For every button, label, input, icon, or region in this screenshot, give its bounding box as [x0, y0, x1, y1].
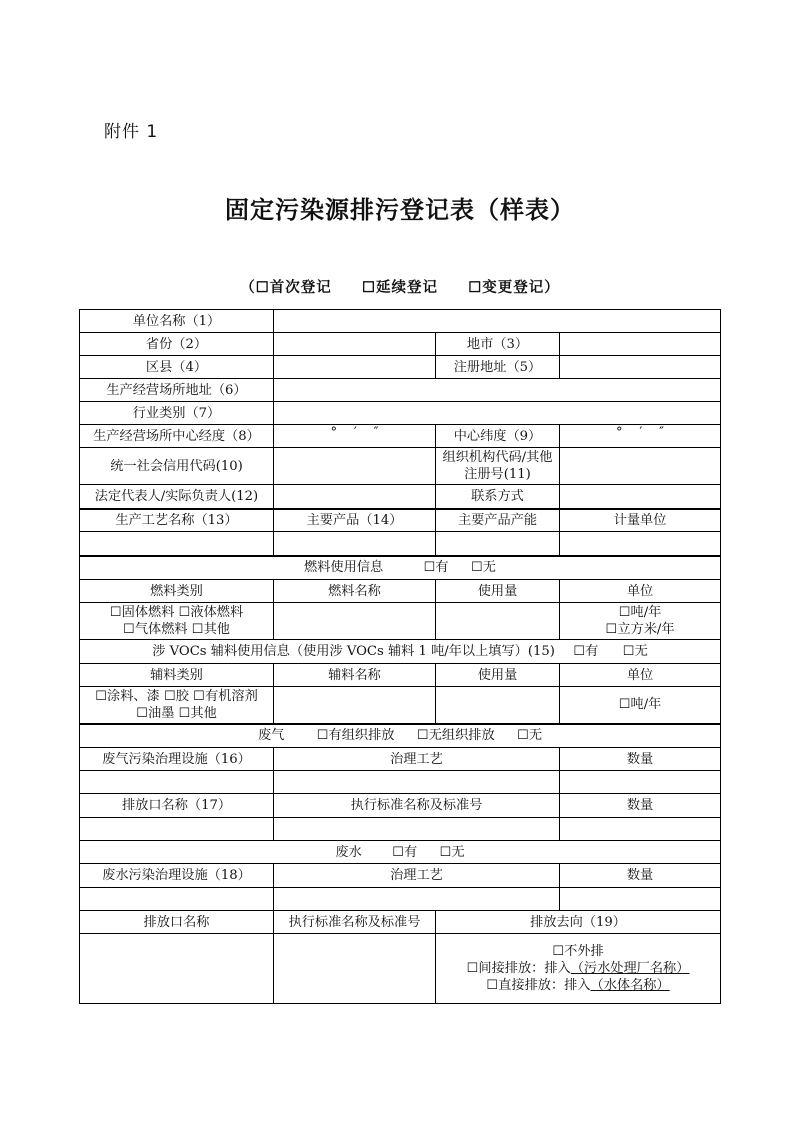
field-contact[interactable]	[560, 485, 721, 509]
header-fuel-name: 燃料名称	[274, 580, 436, 603]
label-site-address: 生产经营场所地址（6）	[80, 379, 274, 402]
wastewater-header	[80, 841, 721, 864]
label-city: 地市（3）	[436, 333, 560, 356]
label-industry: 行业类别（7）	[80, 402, 274, 425]
fuel-unit-cubic[interactable]: ☐立方米/年	[605, 622, 675, 637]
vocs-none-checkbox[interactable]: ☐无	[622, 644, 648, 659]
exhaust-title: 废气	[257, 728, 285, 744]
field-main-product[interactable]	[274, 532, 436, 556]
field-exhaust-facility[interactable]	[80, 771, 274, 794]
aux-type-options-line1[interactable]: ☐涂料、漆 ☐胶 ☐有机溶剂	[95, 688, 258, 704]
fuel-info-header	[80, 556, 721, 580]
field-exhaust-outlet[interactable]	[80, 818, 274, 841]
field-exhaust-qty2[interactable]	[560, 818, 721, 841]
aux-type-options[interactable]	[80, 687, 274, 724]
header-aux-type: 辅料类别	[80, 664, 274, 687]
fuel-unit-options[interactable]	[560, 603, 721, 640]
header-fuel-unit: 单位	[560, 580, 721, 603]
exhaust-none-checkbox[interactable]: ☐无	[517, 728, 543, 744]
field-exhaust-process[interactable]	[274, 771, 560, 794]
label-latitude: 中心纬度（9）	[436, 425, 560, 448]
field-wastewater-facility[interactable]	[80, 888, 274, 911]
field-province[interactable]	[274, 333, 436, 356]
header-exhaust-facility: 废气污染治理设施（16）	[80, 748, 274, 771]
field-exhaust-qty[interactable]	[560, 771, 721, 794]
direction-direct-target[interactable]: （水体名称）	[590, 978, 670, 993]
header-aux-name: 辅料名称	[274, 664, 436, 687]
direction-direct[interactable]	[438, 977, 718, 994]
header-fuel-type: 燃料类别	[80, 580, 274, 603]
field-wastewater-qty[interactable]	[560, 888, 721, 911]
field-unit-name[interactable]	[274, 310, 721, 333]
field-reg-address[interactable]	[560, 356, 721, 379]
header-exhaust-outlet: 排放口名称（17）	[80, 794, 274, 818]
field-industry[interactable]	[274, 402, 721, 425]
header-aux-unit: 单位	[560, 664, 721, 687]
header-wastewater-process: 治理工艺	[274, 864, 560, 888]
field-aux-usage[interactable]	[436, 687, 560, 724]
direction-no-discharge[interactable]: ☐不外排	[552, 944, 604, 959]
field-city[interactable]	[560, 333, 721, 356]
field-fuel-name[interactable]	[274, 603, 436, 640]
field-site-address[interactable]	[274, 379, 721, 402]
registration-type-options[interactable]: （☐首次登记 ☐延续登记 ☐变更登记）	[240, 279, 560, 296]
field-exhaust-standard[interactable]	[274, 818, 560, 841]
field-org-code[interactable]	[560, 448, 721, 485]
exhaust-header	[80, 724, 721, 748]
header-fuel-usage: 使用量	[436, 580, 560, 603]
label-org-code: 组织机构代码/其他注册号(11)	[436, 448, 560, 485]
label-county: 区县（4）	[80, 356, 274, 379]
header-wastewater-outlet: 排放口名称	[80, 911, 274, 934]
wastewater-direction-options[interactable]	[436, 934, 721, 1004]
field-fuel-usage[interactable]	[436, 603, 560, 640]
label-reg-address: 注册地址（5）	[436, 356, 560, 379]
label-longitude: 生产经营场所中心经度（8）	[80, 425, 274, 448]
attachment-label: 附件 1	[104, 122, 159, 142]
field-latitude[interactable]: ° ′ ″	[560, 425, 721, 448]
label-legal-rep: 法定代表人/实际负责人(12)	[80, 485, 274, 509]
field-wastewater-outlet[interactable]	[80, 934, 274, 1004]
header-exhaust-process: 治理工艺	[274, 748, 560, 771]
aux-unit-ton[interactable]: ☐吨/年	[560, 687, 721, 724]
field-legal-rep[interactable]	[274, 485, 436, 509]
registration-form-table	[79, 309, 721, 1004]
header-main-product: 主要产品（14）	[274, 509, 436, 532]
direction-indirect-target[interactable]: （污水处理厂名称）	[570, 961, 690, 976]
fuel-none-checkbox[interactable]: ☐无	[470, 560, 496, 576]
vocs-info-header	[80, 640, 721, 664]
header-exhaust-qty: 数量	[560, 748, 721, 771]
header-wastewater-facility: 废水污染治理设施（18）	[80, 864, 274, 888]
vocs-info-title: 涉 VOCs 辅料使用信息（使用涉 VOCs 辅料 1 吨/年以上填写）(15)	[152, 644, 555, 659]
header-exhaust-standard: 执行标准名称及标准号	[274, 794, 560, 818]
header-process-name: 生产工艺名称（13）	[80, 509, 274, 532]
header-wastewater-qty: 数量	[560, 864, 721, 888]
field-wastewater-process[interactable]	[274, 888, 560, 911]
field-longitude[interactable]: ° ′ ″	[274, 425, 436, 448]
fuel-unit-ton[interactable]: ☐吨/年	[618, 605, 662, 620]
field-county[interactable]	[274, 356, 436, 379]
direction-indirect[interactable]	[438, 960, 718, 977]
label-credit-code: 统一社会信用代码(10)	[80, 448, 274, 485]
label-province: 省份（2）	[80, 333, 274, 356]
field-aux-name[interactable]	[274, 687, 436, 724]
header-unit: 计量单位	[560, 509, 721, 532]
form-title: 固定污染源排污登记表（样表）	[225, 195, 575, 224]
fuel-type-options[interactable]	[80, 603, 274, 640]
wastewater-none-checkbox[interactable]: ☐无	[439, 844, 465, 860]
direction-indirect-prefix: ☐间接排放：排入	[466, 961, 571, 976]
exhaust-unorganized-checkbox[interactable]: ☐无组织排放	[416, 728, 495, 744]
header-exhaust-qty2: 数量	[560, 794, 721, 818]
header-wastewater-direction: 排放去向（19）	[436, 911, 721, 934]
field-wastewater-standard[interactable]	[274, 934, 436, 1004]
wastewater-has-checkbox[interactable]: ☐有	[392, 844, 418, 860]
exhaust-organized-checkbox[interactable]: ☐有组织排放	[316, 728, 395, 744]
fuel-type-options-line2[interactable]: ☐气体燃料 ☐其他	[123, 622, 230, 637]
header-capacity: 主要产品产能	[436, 509, 560, 532]
wastewater-title: 废水	[335, 844, 362, 860]
field-credit-code[interactable]	[274, 448, 436, 485]
field-unit[interactable]	[560, 532, 721, 556]
fuel-info-title: 燃料使用信息	[304, 560, 384, 576]
fuel-type-options-line1[interactable]: ☐固体燃料 ☐液体燃料	[109, 605, 244, 620]
vocs-has-checkbox[interactable]: ☐有	[573, 644, 599, 659]
aux-type-options-line2[interactable]: ☐油墨 ☐其他	[136, 705, 217, 721]
field-capacity[interactable]	[436, 532, 560, 556]
header-aux-usage: 使用量	[436, 664, 560, 687]
direction-direct-prefix: ☐直接排放：排入	[486, 978, 591, 993]
label-unit-name: 单位名称（1）	[80, 310, 274, 333]
label-contact: 联系方式	[436, 485, 560, 509]
fuel-has-checkbox[interactable]: ☐有	[423, 560, 449, 576]
field-process-name[interactable]	[80, 532, 274, 556]
header-wastewater-standard: 执行标准名称及标准号	[274, 911, 436, 934]
